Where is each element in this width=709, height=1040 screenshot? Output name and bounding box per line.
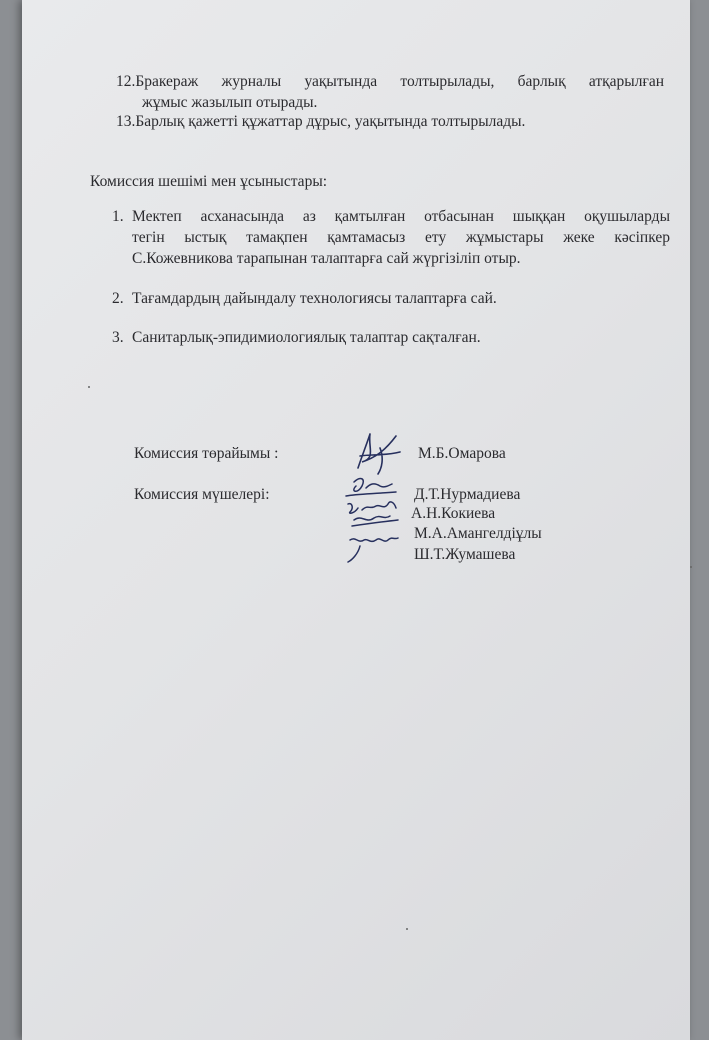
decision-1-line-2: тегін ыстық тамақпен қамтамасыз ету жұмыстары жеке кәсіпкер [132,229,670,246]
decision-1-line-3: С.Кожевникова тарапынан талаптарға сай жүргізіліп отыр. [132,250,521,267]
stray-mark-3 [406,928,408,930]
decision-2-number: 2. [112,290,124,307]
member-signatures [340,474,418,572]
members-label: Комиссия мүшелері: [134,486,270,503]
item-13: 13.Барлық қажетті құжаттар дұрыс, уақытында толтырылады. [116,113,526,130]
decision-2-text: Тағамдардың дайындалу технологиясы талаптарға сай. [132,290,497,307]
document-page [22,0,690,1040]
decision-1-number: 1. [112,208,124,225]
chair-name: М.Б.Омарова [418,445,506,462]
chair-label: Комиссия төрайымы : [134,445,279,462]
chair-signature [350,428,410,476]
item-12-line-1: 12.Бракераж журналы уақытында толтырылады, барлық атқарылған [116,73,664,90]
decision-3-text: Санитарлық-эпидимиологиялық талаптар сақталған. [132,329,481,346]
stray-mark [88,386,90,388]
member-1: Д.Т.Нурмадиева [414,486,521,503]
item-12-line-2: жұмыс жазылып отырады. [142,94,318,111]
stray-mark-2 [690,566,692,568]
member-4: Ш.Т.Жумашева [414,546,516,563]
decision-1-line-1: Мектеп асханасында аз қамтылған отбасынан шыққан оқушыларды [132,208,670,225]
member-3: М.А.Амангелдіұлы [414,525,542,542]
member-2: А.Н.Кокиева [411,505,496,522]
decision-heading: Комиссия шешімі мен ұсыныстары: [90,173,328,190]
decision-3-number: 3. [112,329,124,346]
